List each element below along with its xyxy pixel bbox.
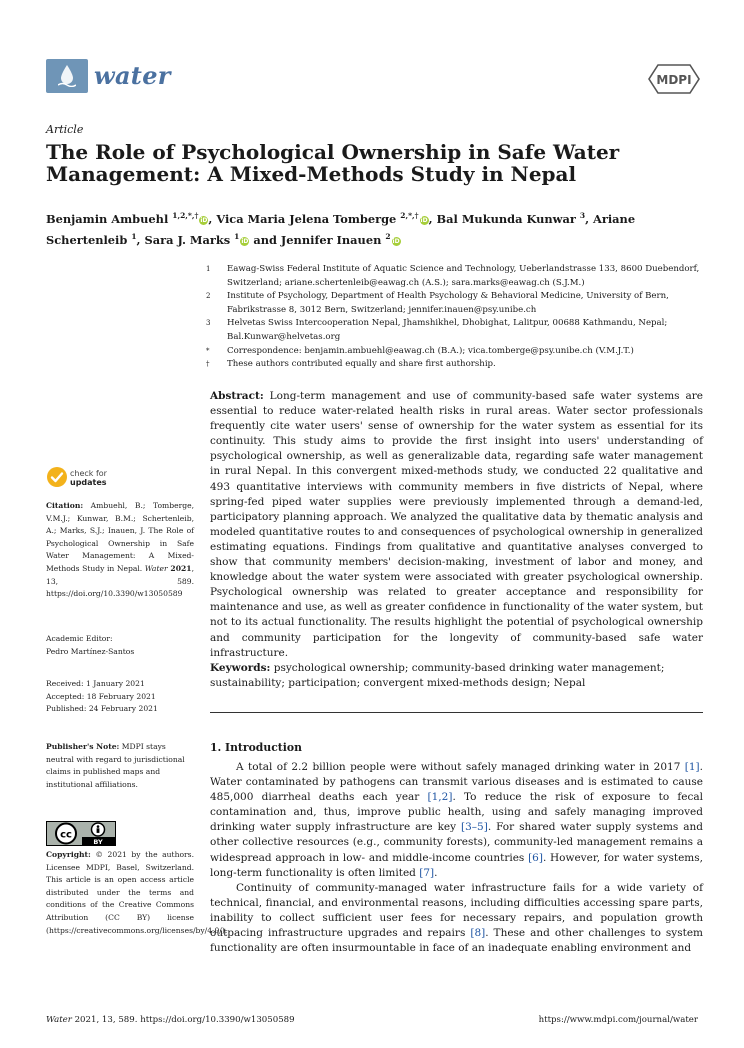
- author-affiliation-marker: 2: [385, 231, 391, 241]
- cc-label: cc: [60, 829, 72, 841]
- publication-dates: [46, 678, 194, 716]
- accepted-date: Accepted: 18 February 2021: [46, 691, 156, 701]
- author-name: Jennifer Inauen: [280, 232, 386, 247]
- orcid-icon[interactable]: iD: [392, 237, 400, 245]
- intro-text: Continuity of community-managed water infrastructure fails for a wide variety of technical, financial, and environmental reasons, including difficulties accessing spare parts, inability to collect sufficient user fees for necessary repairs, and population growth outpacing infrastructure upgrades and repairs: [210, 881, 703, 940]
- intro-paragraph-2: [210, 881, 703, 956]
- affiliation-item: [206, 263, 706, 290]
- editor-name: Pedro Martínez-Santos: [46, 646, 135, 656]
- author-list: [46, 207, 716, 249]
- mdpi-logo-icon[interactable]: [648, 64, 700, 94]
- affiliation-item: [206, 290, 706, 317]
- author-name: Sara J. Marks: [144, 232, 235, 247]
- intro-text: .: [434, 866, 438, 879]
- affiliation-item: [206, 317, 706, 344]
- citation-block: [46, 500, 194, 601]
- author-affiliation-marker: 3: [579, 211, 586, 220]
- author-separator: ,: [428, 211, 437, 226]
- orcid-icon[interactable]: iD: [200, 216, 208, 224]
- citation-link[interactable]: [1]: [684, 761, 700, 773]
- check-updates-line2: updates: [70, 478, 107, 487]
- intro-body: [210, 760, 703, 956]
- orcid-icon[interactable]: iD: [420, 216, 428, 224]
- abstract-text: Long-term management and use of community-based safe water systems are essential to reduce water-related health risks in rural areas. Water sector professionals frequently cite water users' sense of ownership for the water system as essential for its continuity. This study aims to provide the first insight into users' understanding of psychological ownership, as well as generalizable data, regarding safe water management in rural Nepal. In this convergent mixed-methods study, we conducted 22 qualitative and 493 quantitative interviews with community members in five districts of Nepal, where spring-fed piped water supplies were previously implemented through a demand-led, participatory planning approach. We analyzed the qualitative data by thematic analysis and modeled quantitative routes to and consequences of psychological ownership in generalized estimating equations. Findings from qualitative and quantitative analyses converged to show that community members' decision-making, investment of labor and money, and knowledge about the water system were associated with greater psychological ownership. Psychological ownership was related to greater acceptance and responsibility for maintenance and use, as well as greater confidence in functionality of the water system, but not to its actual functionality. The results highlight the potential of psychological ownership and community participation for the longevity of community-based safe water infrastructure.: [210, 390, 703, 659]
- citation-link[interactable]: [1,2]: [427, 791, 453, 804]
- intro-text: . For shared water supply systems and other collective resources (e.g., community forests), community-led management remains a widespread approach in low- and middle-income countries: [210, 821, 703, 864]
- publisher-note-text: MDPI stays neutral with regard to jurisdictional claims in published maps and institutional affiliations.: [46, 742, 185, 789]
- author-name: Vica Maria Jelena Tomberge: [216, 211, 401, 226]
- affiliation-marker: 2: [206, 292, 211, 301]
- citation-link[interactable]: [6]: [528, 851, 543, 864]
- intro-heading: 1. Introduction: [210, 741, 302, 754]
- check-updates-line1: check for: [70, 469, 107, 478]
- citation-link[interactable]: [8]: [470, 927, 486, 940]
- check-for-updates-icon[interactable]: [46, 466, 68, 488]
- affiliation-item: [206, 345, 706, 359]
- section-divider: [210, 712, 703, 713]
- author-affiliation-marker: 1: [234, 231, 240, 241]
- abstract-label: Abstract:: [210, 390, 264, 402]
- water-drop-icon: [58, 63, 76, 87]
- author-affiliation-marker: 1: [131, 231, 137, 241]
- copyright-notice: [46, 849, 228, 937]
- affiliation-marker: *: [206, 346, 210, 355]
- author-separator: and: [249, 232, 281, 247]
- check-for-updates-button[interactable]: [70, 469, 107, 487]
- author-affiliation-marker: 1,2,*,†: [172, 211, 199, 220]
- footer-journal-url[interactable]: https://www.mdpi.com/journal/water: [538, 1015, 698, 1025]
- orcid-icon[interactable]: iD: [241, 237, 249, 245]
- intro-text: . Water contaminated by pathogens can transmit various diseases and is estimated to cause 485,000 diarrheal deaths each year: [210, 761, 703, 804]
- footer-doi[interactable]: 2021, 13, 589. https://doi.org/10.3390/w13050589: [71, 1015, 295, 1025]
- author-name: Ariane Schertenleib: [46, 211, 636, 247]
- citation-link[interactable]: [3–5]: [461, 821, 488, 834]
- author-affiliation-marker: 2,*,†: [400, 211, 419, 220]
- citation-journal: Water: [144, 563, 168, 573]
- journal-name[interactable]: water: [94, 61, 171, 90]
- author-name: Benjamin Ambuehl: [46, 211, 173, 226]
- citation-link[interactable]: [7]: [419, 866, 435, 879]
- footer-journal: Water: [46, 1015, 72, 1025]
- paper-title: The Role of Psychological Ownership in Safe Water Management: A Mixed-Methods Study in Nepal: [46, 140, 620, 186]
- keywords: [210, 661, 703, 691]
- intro-text: . To reduce the risk of exposure to fecal contamination and, thus, improve public health, using and safely managing improved drinking water supply infrastructure are key: [210, 791, 703, 834]
- published-date: Published: 24 February 2021: [46, 704, 158, 714]
- intro-text: . However, for water systems, long-term functionality is often limited: [210, 851, 703, 879]
- abstract: [210, 389, 703, 661]
- affiliation-text: Correspondence: benjamin.ambuehl@eawag.ch (B.A.); vica.tomberge@psy.unibe.ch (V.M.J.T.): [227, 345, 634, 356]
- mdpi-logo-text: MDPI: [656, 73, 692, 87]
- affiliation-marker: 3: [206, 319, 211, 328]
- intro-text: A total of 2.2 billion people were without safely managed drinking water in 2017: [236, 761, 685, 773]
- publisher-note: [46, 741, 194, 791]
- author-separator: ,: [208, 211, 217, 226]
- affiliation-marker: 1: [206, 265, 211, 273]
- citation-rest[interactable]: , 13, 589. https://doi.org/10.3390/w13050589: [46, 563, 194, 599]
- intro-paragraph-1: [210, 760, 703, 881]
- article-type: Article: [46, 123, 84, 136]
- copyright-label: Copyright:: [46, 850, 91, 859]
- citation-text: Ambuehl, B.; Tomberge, V.M.J.; Kunwar, B.M.; Schertenleib, A.; Marks, S.J.; Inauen, J. The Role of Psychological Ownership in Safe Water Management: A Mixed-Methods Study in Nepal.: [46, 501, 194, 573]
- citation-label: Citation:: [46, 501, 84, 510]
- publisher-note-label: Publisher's Note:: [46, 742, 120, 751]
- affiliation-text: Eawag-Swiss Federal Institute of Aquatic Science and Technology, Ueberlandstrasse 133, 8600 Duebendorf, Switzerland; ariane.schertenleib@eawag.ch (A.S.); sara.marks@eawag.ch (S.J.M.): [227, 264, 700, 288]
- author-separator: ,: [136, 232, 145, 247]
- intro-text: . These and other challenges to system functionality are often insurmountable in face of an inadequate enabling environment and: [210, 927, 704, 955]
- keywords-label: Keywords:: [210, 662, 271, 674]
- copyright-text: © 2021 by the authors. Licensee MDPI, Basel, Switzerland. This article is an open access article distributed under the terms and conditions of the Creative Commons Attribution (CC BY) license (https://creativecommons.org/licenses/by/4.0/).: [46, 850, 228, 935]
- affiliation-text: Helvetas Swiss Intercooperation Nepal, Jhamshikhel, Dhobighat, Lalitpur, 00688 Kathmandu, Nepal; Bal.Kunwar@helvetas.org: [227, 318, 668, 342]
- affiliation-item: [206, 358, 706, 372]
- affiliation-marker: †: [206, 360, 210, 369]
- affiliation-text: Institute of Psychology, Department of Health Psychology & Behavioral Medicine, University of Bern, Fabrikstrasse 8, 3012 Bern, Switzerland; jennifer.inauen@psy.unibe.ch: [227, 291, 669, 315]
- cc-by-license-icon[interactable]: [46, 821, 116, 846]
- author-separator: ,: [585, 211, 593, 226]
- received-date: Received: 1 January 2021: [46, 679, 145, 688]
- affiliations: [206, 263, 706, 372]
- cc-by-label: BY: [93, 838, 103, 846]
- editor-label: Academic Editor:: [46, 634, 113, 643]
- author-name: Bal Mukunda Kunwar: [436, 211, 580, 226]
- citation-year: 2021: [167, 563, 192, 573]
- affiliation-text: These authors contributed equally and share first authorship.: [227, 359, 496, 370]
- footer-citation: [46, 1015, 295, 1025]
- academic-editor: [46, 633, 194, 658]
- keywords-text: psychological ownership; community-based drinking water management; sustainability; participation; convergent mixed-methods design; Nepal: [210, 662, 665, 690]
